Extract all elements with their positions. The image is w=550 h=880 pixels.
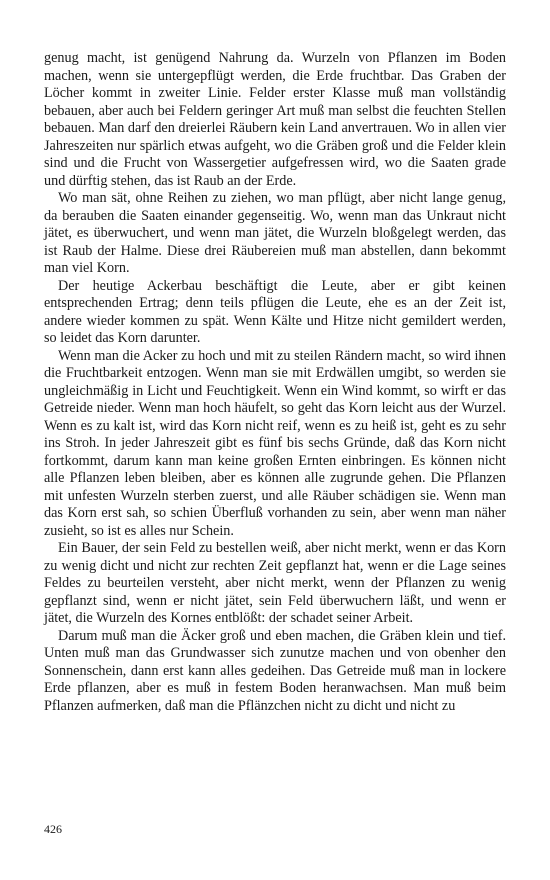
page-number: 426 (44, 822, 62, 836)
paragraph-6: Darum muß man die Äcker groß und eben machen, die Gräben klein und tief. Unten muß man das Grundwasser sich zunutze machen und von obenher den Sonnenschein, dann erst kann alles gedeihen. Das Getreide muß man in lockere Erde pflanzen, aber es muß in festem Boden heranwachsen. Man muß beim Pflanzen aufmerken, daß man die Pflänzchen nicht zu dicht und nicht zu (44, 627, 506, 714)
paragraph-1: genug macht, ist genügend Nahrung da. Wurzeln von Pflanzen im Boden machen, wenn sie untergepflügt werden, die Erde fruchtbar. Das Graben der Löcher kommt in zweiter Linie. Felder erster Klasse muß man vollständig bebauen, aber auch bei Feldern geringer Art muß man selbst die feuchten Stellen bebauen. Man darf den dreierlei Räubern kein Land anvertrauen. Wo in allen vier Jahreszeiten nur spärlich etwas aufgeht, wo die Gräben groß und die Felder klein sind und die Frucht von Wassergetier aufgefressen wird, wo die Saaten grade und dürftig stehen, das ist Raub an der Erde. (44, 50, 506, 189)
paragraph-4: Wenn man die Acker zu hoch und mit zu steilen Rändern macht, so wird ihnen die Fruchtbarkeit entzogen. Wenn man sie mit Erdwällen umgibt, so werden sie ungleichmäßig in Licht und Feuchtigkeit. Wenn ein Wind kommt, so wirft er das Getreide nieder. Wenn man hoch häufelt, so geht das Korn leicht aus der Wurzel. Wenn es zu kalt ist, wird das Korn nicht reif, wenn es zu heiß ist, geht es zu sehr ins Stroh. In jeder Jahreszeit gibt es fünf bis sechs Gründe, daß das Korn nicht fortkommt, darum kann man keine großen Ernten einbringen. Es können nicht alle Pflanzen leben bleiben, aber es können alle zugrunde gehen. Die Pflanzen mit unfesten Wurzeln sterben zuerst, und alle Räuber schädigen sie. Wenn man das Korn erst sah, so schien Überfluß vorhanden zu sein, aber wenn man näher zusieht, so ist es alles nur Schein. (44, 347, 506, 539)
paragraph-3: Der heutige Ackerbau beschäftigt die Leute, aber er gibt keinen entsprechenden Ertrag; denn teils pflügen die Leute, ehe es an der Zeit ist, andere wieder kommen zu spät. Wenn Kälte und Hitze nicht gemildert werden, so leidet das Korn darunter. (44, 277, 506, 346)
paragraph-2: Wo man sät, ohne Reihen zu ziehen, wo man pflügt, aber nicht lange genug, da berauben die Saaten einander gegenseitig. Wo, wenn man das Unkraut nicht jätet, es überwuchert, und wenn man jätet, die Wurzeln bloßgelegt werden, das ist Raub der Halme. Diese drei Räubereien muß man abstellen, dann bekommt man viel Korn. (44, 190, 506, 276)
paragraph-5: Ein Bauer, der sein Feld zu bestellen weiß, aber nicht merkt, wenn er das Korn zu wenig dicht und nicht zur rechten Zeit gepflanzt hat, wenn er die Lage seines Feldes zu beurteilen versteht, aber nicht merkt, wenn der Pflanzen zu wenig gepflanzt sind, wenn er nicht jätet, sein Feld überwuchern läßt, und wenn er jätet, die Wurzeln des Kornes entblößt: der schadet seiner Arbeit. (44, 540, 506, 626)
body-text (44, 50, 506, 715)
